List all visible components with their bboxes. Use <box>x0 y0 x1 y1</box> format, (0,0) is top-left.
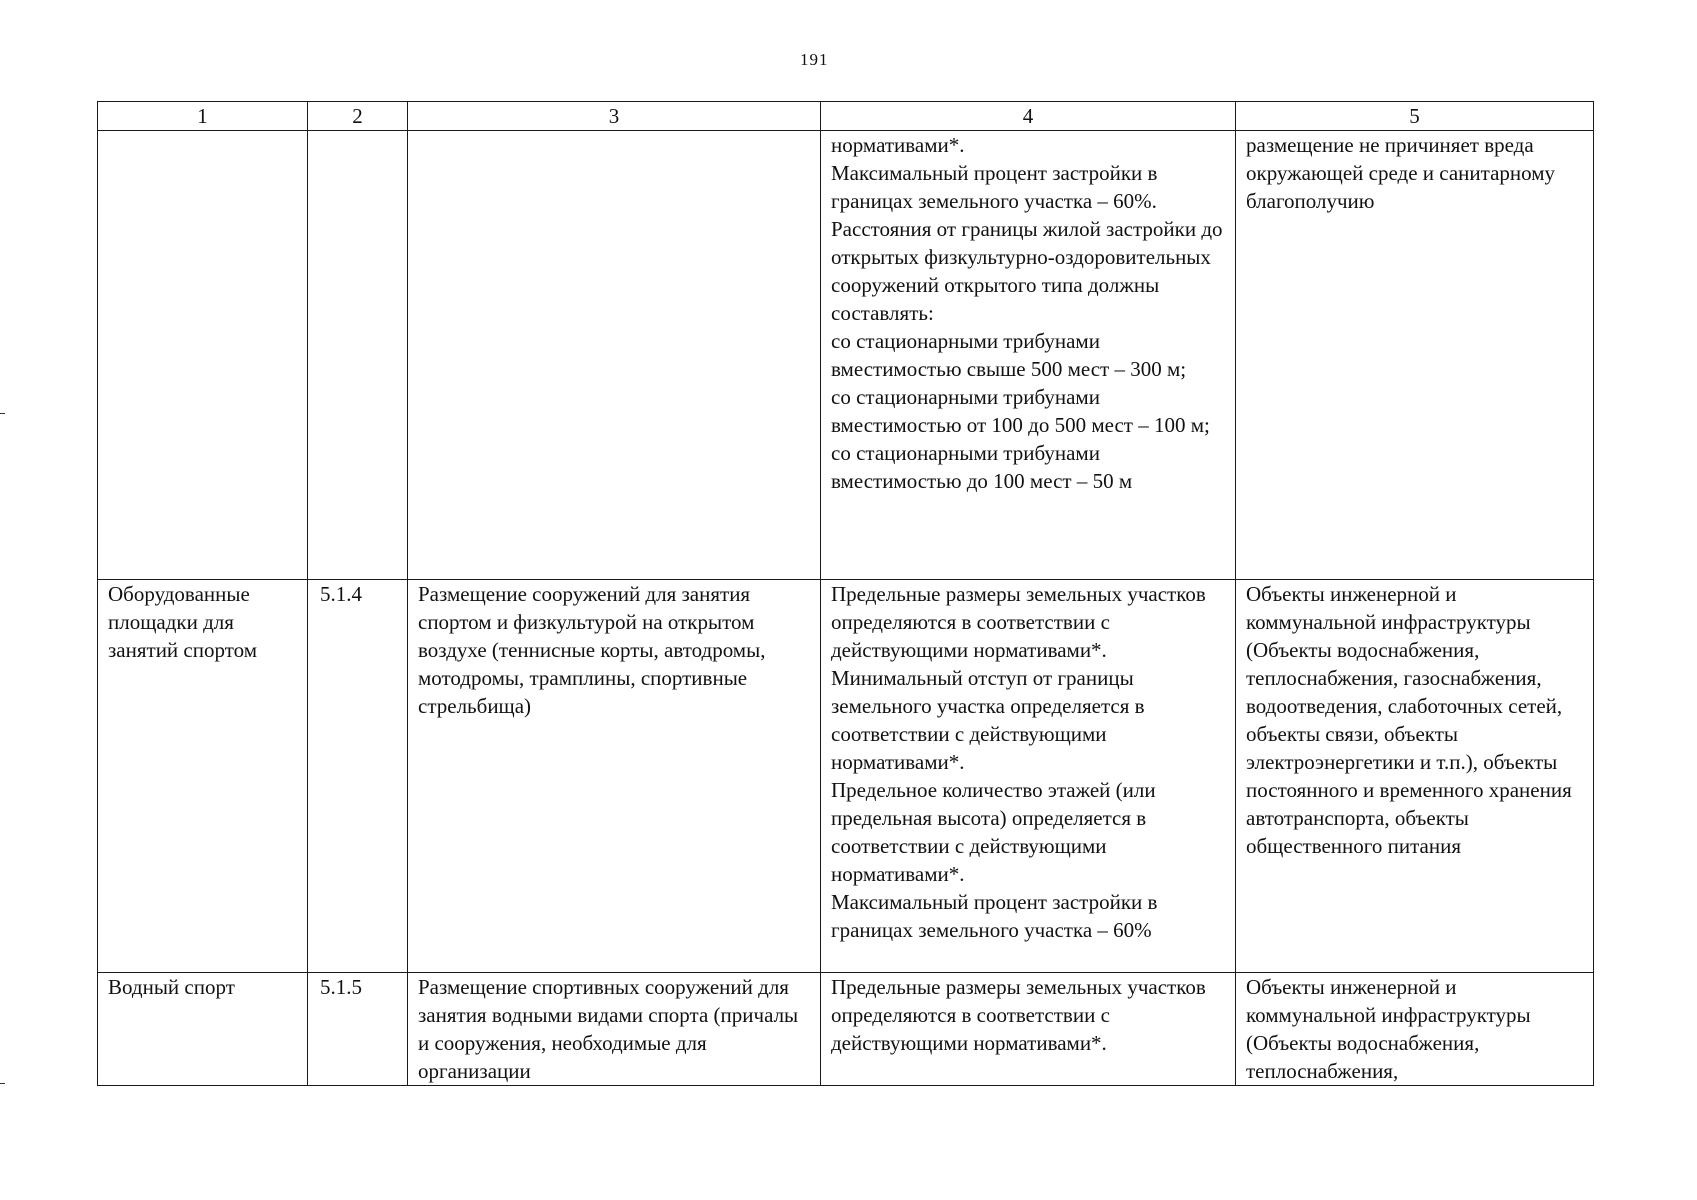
column-header: 1 <box>98 102 308 131</box>
parameters-cell: Предельные размеры земельных участков определяются в соответствии с действующими нормативами*. <box>821 973 1236 1086</box>
auxiliary-uses-cell: размещение не причиняет вреда окружающей среде и санитарному благополучию <box>1236 131 1594 580</box>
use-description-cell: Размещение сооружений для занятия спортом и физкультурой на открытом воздухе (теннисные корты, автодромы, мотодромы, трамплины, спортивные стрельбища) <box>408 580 821 973</box>
parameters-cell: Предельные размеры земельных участков определяются в соответствии с действующими нормативами*. Минимальный отступ от границы земельного участка определяется в соответствии с действующими нормативами*. Предельное количество этажей (или предельная высота) определяется в соответствии с действующими нормативами*. Максимальный процент застройки в границах земельного участка – 60% <box>821 580 1236 973</box>
use-description-cell: Размещение спортивных сооружений для занятия водными видами спорта (причалы и сооружения, необходимые для организации <box>408 973 821 1086</box>
use-code-cell: 5.1.4 <box>308 580 408 973</box>
use-description-cell <box>408 131 821 580</box>
table-header-row <box>98 102 1594 131</box>
column-header: 5 <box>1236 102 1594 131</box>
auxiliary-uses-cell: Объекты инженерной и коммунальной инфраструктуры (Объекты водоснабжения, теплоснабжения, газоснабжения, водоотведения, слаботочных сетей, объекты связи, объекты электроэнергетики и т.п.), объекты постоянного и временного хранения автотранспорта, объекты общественного питания <box>1236 580 1594 973</box>
left-margin-mark <box>0 413 5 414</box>
left-margin-mark-lower <box>0 1083 5 1084</box>
table-row <box>98 580 1594 973</box>
column-header: 3 <box>408 102 821 131</box>
column-header: 2 <box>308 102 408 131</box>
use-type-name-cell <box>98 131 308 580</box>
column-header: 4 <box>821 102 1236 131</box>
use-type-name-cell: Оборудованные площадки для занятий спортом <box>98 580 308 973</box>
auxiliary-uses-cell: Объекты инженерной и коммунальной инфраструктуры (Объекты водоснабжения, теплоснабжения, <box>1236 973 1594 1086</box>
parameters-cell: нормативами*. Максимальный процент застройки в границах земельного участка – 60%. Расстояния от границы жилой застройки до открытых физкультурно-оздоровительных сооружений открытого типа должны составлять: со стационарными трибунами вместимостью свыше 500 мест – 300 м; со стационарными трибунами вместимостью от 100 до 500 мест – 100 м; со стационарными трибунами вместимостью до 100 мест – 50 м <box>821 131 1236 580</box>
use-code-cell: 5.1.5 <box>308 973 408 1086</box>
use-code-cell <box>308 131 408 580</box>
table-row <box>98 973 1594 1086</box>
page-number: 191 <box>800 50 829 69</box>
regulations-table <box>97 101 1594 1086</box>
table-row <box>98 131 1594 580</box>
use-type-name-cell: Водный спорт <box>98 973 308 1086</box>
